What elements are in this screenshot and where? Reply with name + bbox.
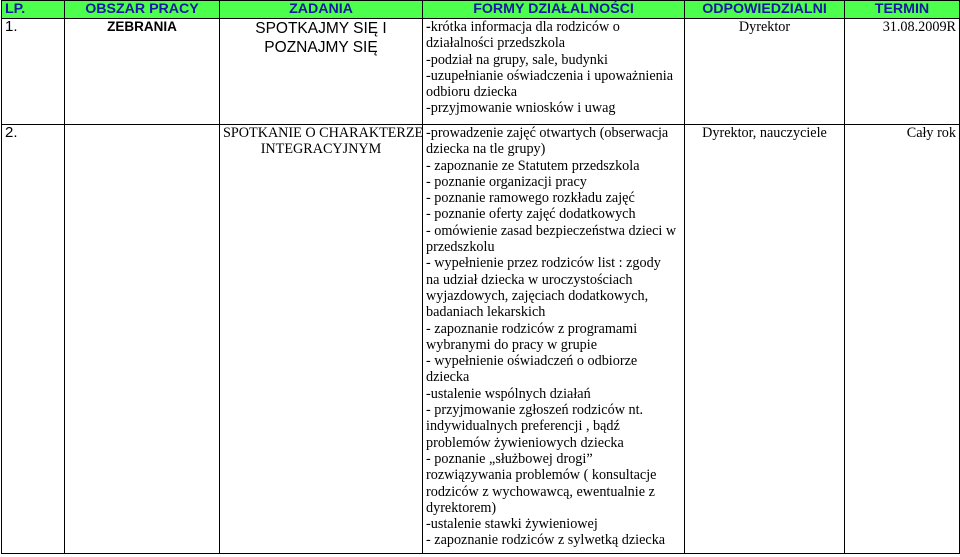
formy-line: - wypełnienie oświadczeń o odbiorze xyxy=(426,353,638,370)
formy-line: - zapoznanie ze Statutem przedszkola xyxy=(426,157,640,174)
cell-lp: 2. xyxy=(2,125,65,554)
formy-text: krótka informacja dla rodziców o xyxy=(430,19,620,35)
cell-obszar xyxy=(65,125,220,554)
formy-line: na udział dziecka w uroczystościach xyxy=(426,271,633,288)
formy-line: -uzupełnianie oświadczenia i upoważnienia xyxy=(426,67,673,84)
formy-line: -przyjmowanie wniosków i uwag xyxy=(426,100,616,117)
header-lp: LP. xyxy=(2,1,65,19)
table-row xyxy=(2,125,960,554)
header-zadania: ZADANIA xyxy=(220,1,423,19)
formy-line: - zapoznanie rodziców z sylwetką dziecka xyxy=(426,532,666,549)
cell-formy xyxy=(423,125,685,554)
formy-line: rozwiązywania problemów ( konsultacje xyxy=(426,467,657,484)
header-row xyxy=(2,1,960,19)
cell-lp: 1. xyxy=(2,19,65,125)
formy-line: badaniach lekarskich xyxy=(426,304,546,321)
formy-line: dziecka xyxy=(426,369,470,386)
formy-line: wyjazdowych, zajęciach dodatkowych, xyxy=(426,287,649,304)
cell-odpowiedzialni: Dyrektor xyxy=(685,19,845,125)
formy-line: -prowadzenie zajęć otwartych (obserwacja xyxy=(426,125,669,141)
zadanie-line: INTEGRACYJNYM xyxy=(260,141,382,157)
formy-dash: - xyxy=(426,19,431,35)
formy-line: - przyjmowanie zgłoszeń rodziców nt. xyxy=(426,402,644,419)
header-obszar: OBSZAR PRACY xyxy=(65,1,220,19)
cell-termin: Cały rok xyxy=(845,125,960,554)
cell-obszar: ZEBRANIA xyxy=(65,19,220,125)
formy-line: problemów żywieniowych dziecka xyxy=(426,434,624,451)
formy-line: - zapoznanie rodziców z programami xyxy=(426,320,638,337)
cell-odpowiedzialni: Dyrektor, nauczyciele xyxy=(685,125,845,554)
cell-formy xyxy=(423,19,685,125)
header-odpowiedzialni: ODPOWIEDZIALNI xyxy=(685,1,845,19)
formy-line: - poznanie organizacji pracy xyxy=(426,173,587,190)
formy-line: -ustalenie stawki żywieniowej xyxy=(426,516,598,533)
formy-line: wybranymi do pracy w grupie xyxy=(426,336,597,353)
cell-zadanie xyxy=(220,125,423,554)
formy-line: -podział na grupy, sale, budynki xyxy=(426,51,608,68)
header-formy: FORMY DZIAŁALNOŚCI xyxy=(423,1,685,19)
formy-line: dyrektorem) xyxy=(426,499,497,516)
formy-line xyxy=(426,19,681,35)
zadanie-line: SPOTKANIE O CHARAKTERZE xyxy=(223,125,424,141)
formy-line: rodziców z wychowawcą, ewentualnie z xyxy=(426,483,655,500)
formy-line: dziecka na tle grupy) xyxy=(426,141,546,158)
cell-zadanie xyxy=(220,19,423,125)
formy-line: indywidualnych preferencji , bądź xyxy=(426,418,620,435)
formy-line: - omówienie zasad bezpieczeństwa dzieci w xyxy=(426,222,677,239)
formy-line: - poznanie „służbowej drogi” xyxy=(426,450,593,467)
header-termin: TERMIN xyxy=(845,1,960,19)
zadanie-line: SPOTKAJMY SIĘ I xyxy=(255,20,387,37)
formy-line: odbioru dziecka xyxy=(426,84,517,101)
work-plan-table xyxy=(1,0,960,554)
zadanie-line: POZNAJMY SIĘ xyxy=(264,39,378,56)
formy-line: działalności przedszkola xyxy=(426,35,566,52)
formy-line: - poznanie ramowego rozkładu zajęć xyxy=(426,190,635,207)
formy-line: - poznanie oferty zajęć dodatkowych xyxy=(426,206,636,223)
formy-line: przedszkolu xyxy=(426,239,495,256)
formy-line: - wypełnienie przez rodziców list : zgody xyxy=(426,255,661,272)
table-row xyxy=(2,19,960,125)
formy-line: -ustalenie wspólnych działań xyxy=(426,385,591,402)
cell-termin: 31.08.2009R xyxy=(845,19,960,125)
